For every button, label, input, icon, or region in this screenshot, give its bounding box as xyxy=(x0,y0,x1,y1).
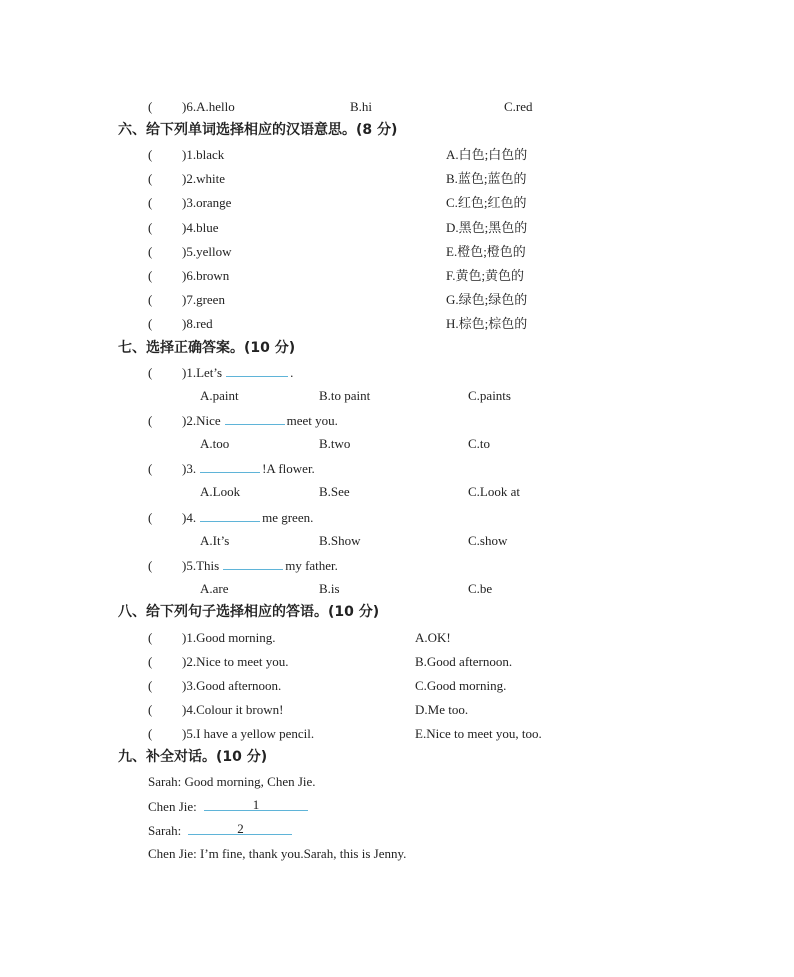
question-prefix: )5.This xyxy=(182,557,220,573)
question-text: )2.white xyxy=(182,171,225,187)
answer-paren: ( xyxy=(148,99,153,114)
question-row xyxy=(148,364,293,381)
question-row xyxy=(148,509,313,526)
fill-blank[interactable] xyxy=(200,509,260,522)
answer-option: D.黑色;黑色的 xyxy=(446,219,528,235)
answer-paren[interactable]: ( xyxy=(148,268,153,283)
section-heading-8: 八、给下列句子选择相应的答语。(10 分) xyxy=(118,604,380,620)
answer-option: B.蓝色;蓝色的 xyxy=(446,171,527,187)
option-c: C.paints xyxy=(468,388,511,403)
section-heading-9: 九、补全对话。(10 分) xyxy=(118,749,268,765)
question-text: )3.orange xyxy=(182,195,232,211)
answer-paren[interactable]: ( xyxy=(148,365,153,380)
option-a: A.It’s xyxy=(200,532,230,548)
question-prefix: )2.Nice xyxy=(182,413,221,429)
answer-paren[interactable]: ( xyxy=(148,726,153,741)
option-b: B.to paint xyxy=(319,388,371,403)
section-heading-7: 七、选择正确答案。(10 分) xyxy=(118,340,296,356)
option-c: C.Look at xyxy=(468,484,520,500)
option-b: B.Show xyxy=(319,532,361,548)
option-b: B.is xyxy=(319,580,340,596)
fill-blank[interactable] xyxy=(226,364,288,377)
dialogue-line-2 xyxy=(148,798,308,815)
question-text: )5.yellow xyxy=(182,243,232,259)
answer-option: G.绿色;绿色的 xyxy=(446,292,528,308)
question-suffix: !A flower. xyxy=(262,461,315,477)
option-a: A.Look xyxy=(200,484,241,500)
answer-paren[interactable]: ( xyxy=(148,630,153,645)
option-a: A.paint xyxy=(200,388,239,403)
option-c: C.show xyxy=(468,532,508,548)
question-row xyxy=(148,557,338,574)
question-row xyxy=(148,654,289,670)
question-text: )4.Colour it brown! xyxy=(182,702,284,717)
answer-paren[interactable]: ( xyxy=(148,219,153,235)
question-row xyxy=(148,702,283,718)
option-a: A.too xyxy=(200,436,230,452)
blank-number: 1 xyxy=(252,797,260,812)
dialogue-line-3 xyxy=(148,822,292,839)
option-a: A.are xyxy=(200,580,229,596)
question-text: )2.Nice to meet you. xyxy=(182,654,289,669)
question-row xyxy=(148,220,218,236)
question-text: )6.A.hello xyxy=(182,99,235,114)
answer-paren[interactable]: ( xyxy=(148,171,153,187)
question-text: )4.blue xyxy=(182,219,219,235)
answer-paren[interactable]: ( xyxy=(148,557,153,573)
question-prefix: )3. xyxy=(182,461,197,477)
answer-option: H.棕色;棕色的 xyxy=(446,316,528,332)
answer-paren[interactable]: ( xyxy=(148,702,153,717)
question-row xyxy=(148,678,281,694)
response-option: A.OK! xyxy=(415,630,451,645)
response-option: C.Good morning. xyxy=(415,678,507,693)
option-c: C.to xyxy=(468,436,491,452)
question-row xyxy=(148,630,276,646)
answer-paren[interactable]: ( xyxy=(148,243,153,259)
question-text: )3.Good afternoon. xyxy=(182,678,282,693)
question-row xyxy=(148,171,225,187)
option-b: B.See xyxy=(319,484,350,500)
answer-paren[interactable]: ( xyxy=(148,316,153,332)
question-row xyxy=(148,99,235,115)
answer-blank-1[interactable] xyxy=(204,798,308,811)
dialogue-line-4: Chen Jie: I’m fine, thank you.Sarah, this is Jenny. xyxy=(148,846,407,861)
question-suffix: me green. xyxy=(262,509,314,525)
question-text: )5.I have a yellow pencil. xyxy=(182,726,315,741)
question-row xyxy=(148,195,231,211)
response-option: B.Good afternoon. xyxy=(415,654,513,669)
answer-paren[interactable]: ( xyxy=(148,413,153,429)
question-row xyxy=(148,292,225,308)
blank-number: 2 xyxy=(237,821,244,836)
question-suffix: meet you. xyxy=(286,413,338,429)
speaker: Sarah: xyxy=(148,823,182,838)
answer-paren[interactable]: ( xyxy=(148,147,153,162)
option-b: B.two xyxy=(319,436,351,452)
fill-blank[interactable] xyxy=(200,460,260,473)
fill-blank[interactable] xyxy=(223,557,283,570)
answer-paren[interactable]: ( xyxy=(148,292,153,308)
answer-paren[interactable]: ( xyxy=(148,678,153,693)
option-c: C.be xyxy=(468,580,493,596)
answer-blank-2[interactable] xyxy=(188,822,292,835)
section-heading-6: 六、给下列单词选择相应的汉语意思。(8 分) xyxy=(118,122,398,138)
question-text: )1.Good morning. xyxy=(182,630,276,645)
answer-option: F.黄色;黄色的 xyxy=(446,268,525,283)
answer-paren[interactable]: ( xyxy=(148,461,153,477)
question-row xyxy=(148,268,229,284)
question-row xyxy=(148,244,231,260)
speaker: Chen Jie: xyxy=(148,799,197,814)
question-row xyxy=(148,316,213,332)
question-row xyxy=(148,412,338,429)
question-text: )1.black xyxy=(182,147,225,162)
option-c: C.red xyxy=(504,99,533,114)
answer-paren[interactable]: ( xyxy=(148,654,153,669)
question-row xyxy=(148,147,224,163)
question-suffix: my father. xyxy=(285,557,338,573)
fill-blank[interactable] xyxy=(225,412,285,425)
question-prefix: )4. xyxy=(182,509,197,525)
dialogue-line-1: Sarah: Good morning, Chen Jie. xyxy=(148,774,316,789)
question-text: )7.green xyxy=(182,292,225,308)
answer-paren[interactable]: ( xyxy=(148,195,153,211)
answer-paren[interactable]: ( xyxy=(148,509,153,525)
option-b: B.hi xyxy=(350,99,373,114)
question-prefix: )1.Let’s xyxy=(182,365,223,380)
answer-option: A.白色;白色的 xyxy=(446,147,528,162)
response-option: D.Me too. xyxy=(415,702,469,717)
response-option: E.Nice to meet you, too. xyxy=(415,726,542,741)
question-text: )6.brown xyxy=(182,268,230,283)
question-suffix: . xyxy=(290,365,294,380)
question-row xyxy=(148,460,315,477)
answer-option: C.红色;红色的 xyxy=(446,195,527,211)
question-row xyxy=(148,726,314,742)
answer-option: E.橙色;橙色的 xyxy=(446,243,526,259)
question-text: )8.red xyxy=(182,316,213,332)
